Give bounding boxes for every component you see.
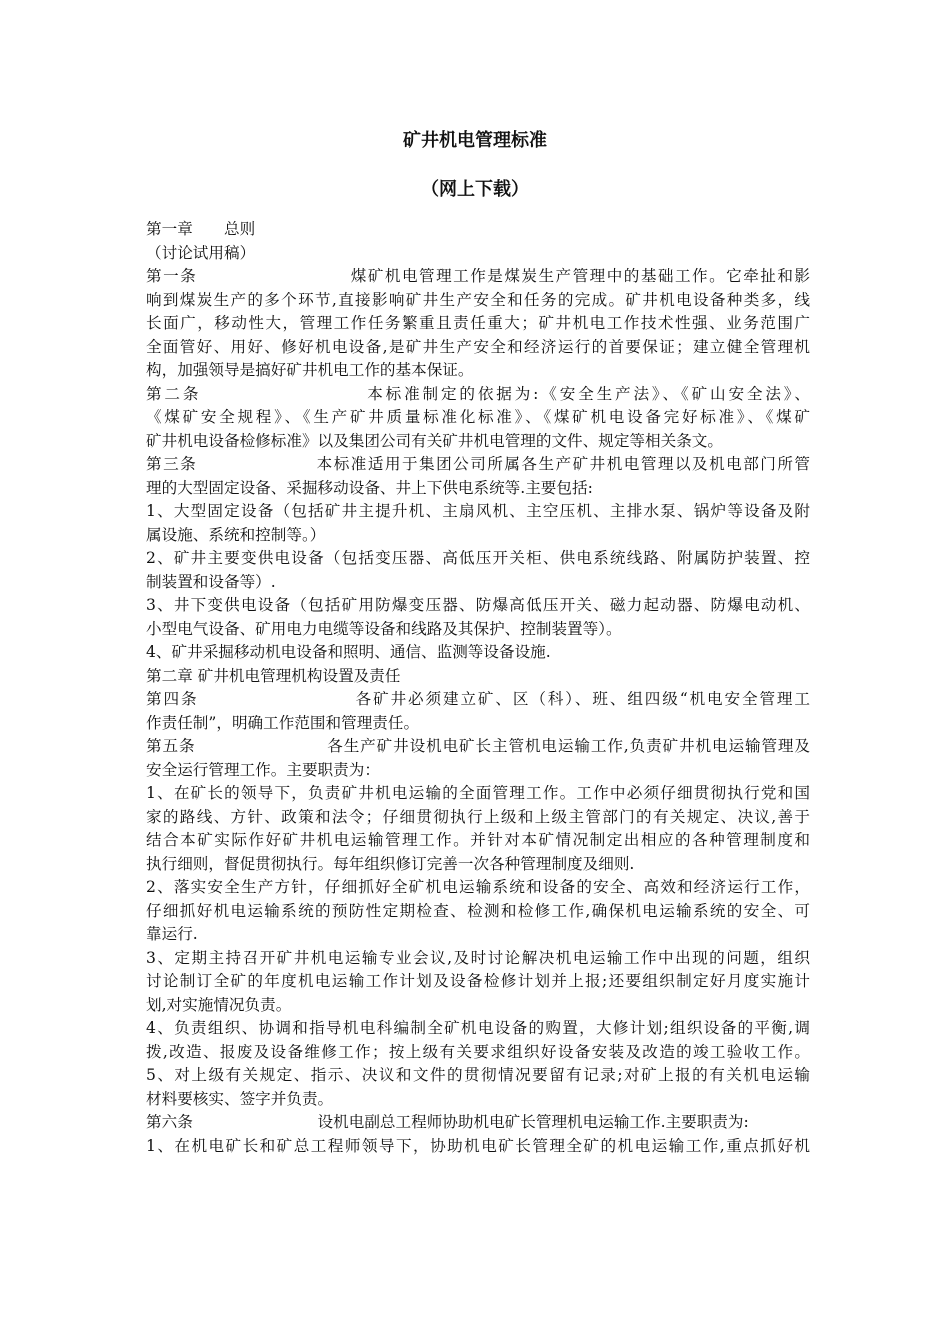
- text-line: 1、在机电矿长和矿总工程师领导下，协助机电矿长管理全矿的机电运输工作,重点抓好机: [146, 1136, 810, 1155]
- document-body: [146, 218, 810, 1158]
- text-line: 第二章 矿井机电管理机构设置及责任: [146, 666, 401, 685]
- document-subtitle: （网上下载）: [421, 179, 529, 200]
- text-line: 制装置和设备等）.: [146, 572, 276, 591]
- text-line: 第二条 本标准制定的依据为:《安全生产法》、《矿山安全法》、: [146, 384, 810, 403]
- text-line: （讨论试用稿）: [146, 243, 256, 262]
- text-line: 1、大型固定设备（包括矿井主提升机、主扇风机、主空压机、主排水泵、锅炉等设备及附: [146, 502, 810, 520]
- text-line: 结合本矿实际作好矿井机电运输管理工作。并针对本矿情况制定出相应的各种管理制度和: [146, 831, 810, 849]
- text-line: 第四条 各矿井必须建立矿、区（科）、班、组四级“机电安全管理工: [146, 690, 810, 708]
- text-line: 家的路线、方针、政策和法令；仔细贯彻执行上级和上级主管部门的有关规定、决议,善于: [146, 807, 810, 826]
- text-line: 1、在矿长的领导下，负责矿井机电运输的全面管理工作。工作中必须仔细贯彻执行党和国: [146, 784, 810, 802]
- text-line: 材料要核实、签字并负责。: [146, 1089, 334, 1108]
- text-line: 4、矿井采掘移动机电设备和照明、通信、监测等设备设施.: [146, 643, 551, 661]
- text-line: 构，加强领导是搞好矿井机电工作的基本保证。: [146, 361, 474, 379]
- text-line: 第三条 本标准适用于集团公司所属各生产矿井机电管理以及机电部门所管: [146, 455, 810, 473]
- text-line: 拨,改造、报废及设备维修工作；按上级有关要求组织好设备安装及改造的竣工验收工作。: [146, 1042, 810, 1061]
- text-line: 5、对上级有关规定、指示、决议和文件的贯彻情况要留有记录;对矿上报的有关机电运输: [146, 1066, 810, 1084]
- text-line: 2、落实安全生产方针，仔细抓好全矿机电运输系统和设备的安全、高效和经济运行工作，: [146, 878, 810, 896]
- text-line: 讨论制订全矿的年度机电运输工作计划及设备检修计划并上报;还要组织制定好月度实施计: [146, 972, 810, 990]
- text-line: 2、矿井主要变供电设备（包括变压器、高低压开关柜、供电系统线路、附属防护装置、控: [146, 549, 810, 567]
- document-title: 矿井机电管理标准: [403, 130, 547, 151]
- text-line: 矿井机电设备检修标准》以及集团公司有关矿井机电管理的文件、规定等相关条文。: [146, 431, 723, 450]
- text-line: 全面管好、用好、修好机电设备,是矿井生产安全和经济运行的首要保证；建立健全管理机: [146, 337, 810, 356]
- text-line: 靠运行.: [146, 925, 198, 943]
- text-line: 属设施、系统和控制等。）: [146, 525, 326, 544]
- text-line: 《煤矿安全规程》、《生产矿井质量标准化标准》、《煤矿机电设备完好标准》、《煤矿: [146, 408, 810, 426]
- text-line: 4、负责组织、协调和指导机电科编制全矿机电设备的购置，大修计划;组织设备的平衡,调: [146, 1019, 810, 1037]
- text-line: 小型电气设备、矿用电力电缆等设备和线路及其保护、控制装置等）。: [146, 619, 622, 638]
- text-line: 执行细则，督促贯彻执行。每年组织修订完善一次各种管理制度及细则.: [146, 854, 635, 873]
- text-line: 第五条 各生产矿井设机电矿长主管机电运输工作,负责矿井机电运输管理及: [146, 737, 810, 755]
- text-line: 3、井下变供电设备（包括矿用防爆变压器、防爆高低压开关、磁力起动器、防爆电动机、: [146, 596, 810, 614]
- text-line: 作责任制”，明确工作范围和管理责任。: [146, 713, 420, 732]
- text-line: 长面广，移动性大，管理工作任务繁重且责任重大；矿井机电工作技术性强、业务范围广: [146, 314, 810, 332]
- text-line: 3、定期主持召开矿井机电运输专业会议,及时讨论解决机电运输工作中出现的问题，组织: [146, 948, 810, 967]
- text-line: 第六条 设机电副总工程师协助机电矿长管理机电运输工作.主要职责为:: [146, 1113, 749, 1131]
- text-line: 第一条 煤矿机电管理工作是煤炭生产管理中的基础工作。它牵扯和影: [146, 267, 810, 285]
- text-line: 划,对实施情况负责。: [146, 995, 292, 1014]
- text-line: 第一章 总则: [146, 220, 256, 238]
- text-line: 仔细抓好机电运输系统的预防性定期检查、检测和检修工作,确保机电运输系统的安全、可: [146, 901, 810, 920]
- text-line: 响到煤炭生产的多个环节,直接影响矿井生产安全和任务的完成。矿井机电设备种类多，线: [146, 290, 810, 309]
- text-line: 理的大型固定设备、采掘移动设备、井上下供电系统等.主要包括:: [146, 478, 593, 497]
- text-line: 安全运行管理工作。主要职责为：: [146, 760, 380, 779]
